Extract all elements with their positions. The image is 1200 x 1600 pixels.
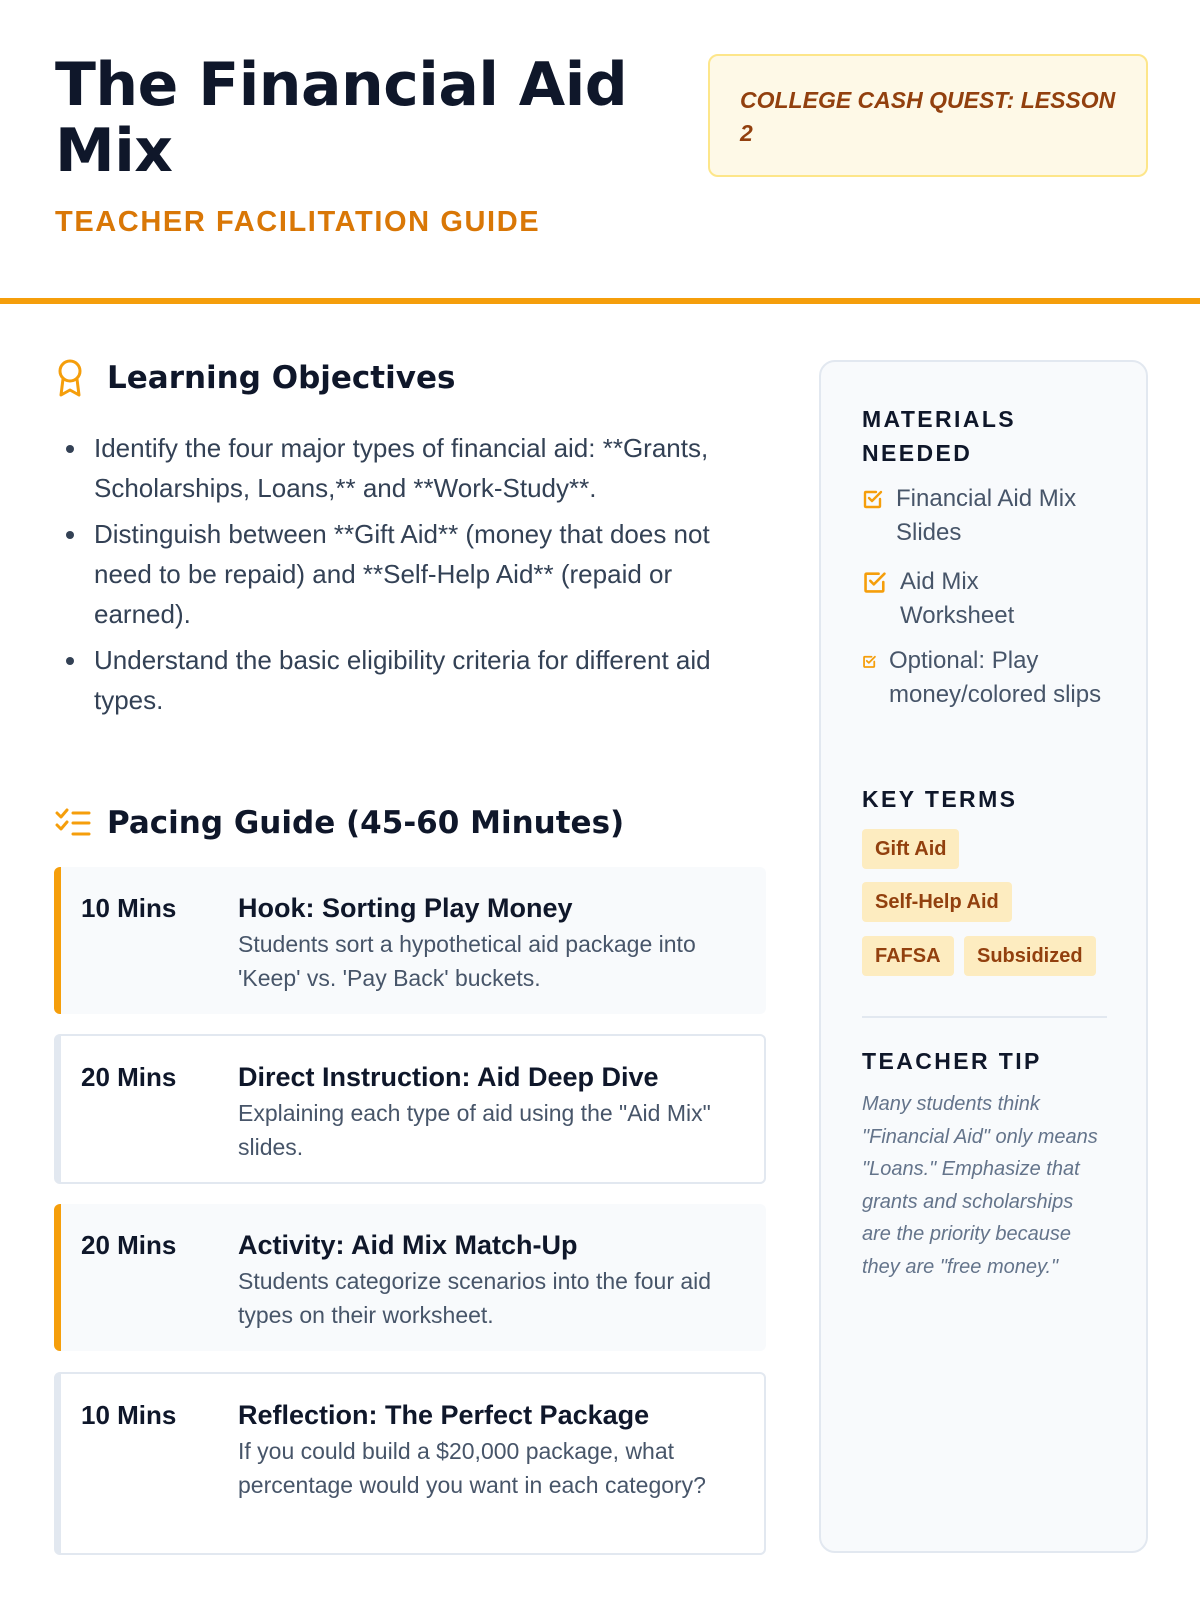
pacing-card-title: Activity: Aid Mix Match-Up [238, 1230, 578, 1260]
lesson-badge [708, 54, 1148, 177]
pacing-heading [55, 803, 624, 843]
objectives-title: Learning Objectives [107, 360, 456, 396]
pacing-time: 10 Mins [81, 1400, 177, 1430]
pacing-card-description: Students sort a hypothetical aid package into 'Keep' vs. 'Pay Back' buckets. [238, 931, 696, 991]
lesson-badge-label: COLLEGE CASH QUEST: LESSON 2 [740, 87, 1116, 146]
sidebar-divider [862, 1016, 1107, 1018]
objective-item: Distinguish between **Gift Aid** (money that does not need to be repaid) and **Self-Help Aid** (repaid or earned). [64, 514, 774, 634]
page-subtitle: TEACHER FACILITATION GUIDE [55, 206, 541, 238]
list-checks-icon [55, 803, 91, 843]
material-item-label: Aid Mix Worksheet [900, 568, 1015, 629]
pacing-card [54, 1372, 766, 1555]
pacing-card-title: Reflection: The Perfect Package [238, 1400, 650, 1430]
objective-item: Understand the basic eligibility criteria for different aid types. [64, 640, 774, 720]
pacing-card [54, 1034, 766, 1184]
pacing-card-title: Hook: Sorting Play Money [238, 893, 573, 923]
sidebar [819, 360, 1148, 1553]
page-title: The Financial Aid Mix [55, 50, 628, 186]
pacing-time: 10 Mins [81, 893, 177, 923]
material-item [862, 565, 1062, 633]
pacing-time: 20 Mins [81, 1062, 177, 1092]
pacing-card-description: If you could build a $20,000 package, what percentage would you want in each category? [238, 1438, 706, 1498]
checkbox-icon [862, 569, 888, 600]
pacing-card-description: Explaining each type of aid using the "Aid Mix" slides. [238, 1100, 711, 1160]
objectives-list [64, 428, 774, 726]
pacing-time: 20 Mins [81, 1230, 177, 1260]
material-item-label: Optional: Play money/colored slips [889, 647, 1102, 708]
pacing-card [54, 1204, 766, 1351]
material-item [862, 644, 1102, 712]
materials-heading: MATERIALS NEEDED [862, 406, 1017, 466]
key-term-tag: Self-Help Aid [862, 882, 1012, 922]
checkbox-icon [862, 654, 877, 674]
key-term-tag: FAFSA [862, 936, 954, 976]
teacher-tip-heading: TEACHER TIP [862, 1048, 1042, 1074]
key-term-tag: Subsidized [964, 936, 1096, 976]
award-icon [55, 358, 91, 398]
objectives-heading [55, 358, 455, 398]
pacing-card-title: Direct Instruction: Aid Deep Dive [238, 1062, 659, 1092]
header [0, 0, 1200, 304]
material-item-label: Financial Aid Mix Slides [896, 485, 1077, 546]
material-item [862, 482, 1112, 550]
teacher-tip-text: Many students think "Financial Aid" only means "Loans." Emphasize that grants and scholarships are the priority because they are "free money." [862, 1093, 1098, 1278]
pacing-card [54, 867, 766, 1014]
pacing-card-description: Students categorize scenarios into the four aid types on their worksheet. [238, 1268, 712, 1328]
key-terms-heading: KEY TERMS [862, 786, 1018, 812]
key-term-tag: Gift Aid [862, 829, 959, 869]
checkbox-icon [862, 488, 884, 515]
pacing-title: Pacing Guide (45-60 Minutes) [107, 805, 625, 841]
objective-item: Identify the four major types of financial aid: **Grants, Scholarships, Loans,** and **Work-Study**. [64, 428, 774, 508]
